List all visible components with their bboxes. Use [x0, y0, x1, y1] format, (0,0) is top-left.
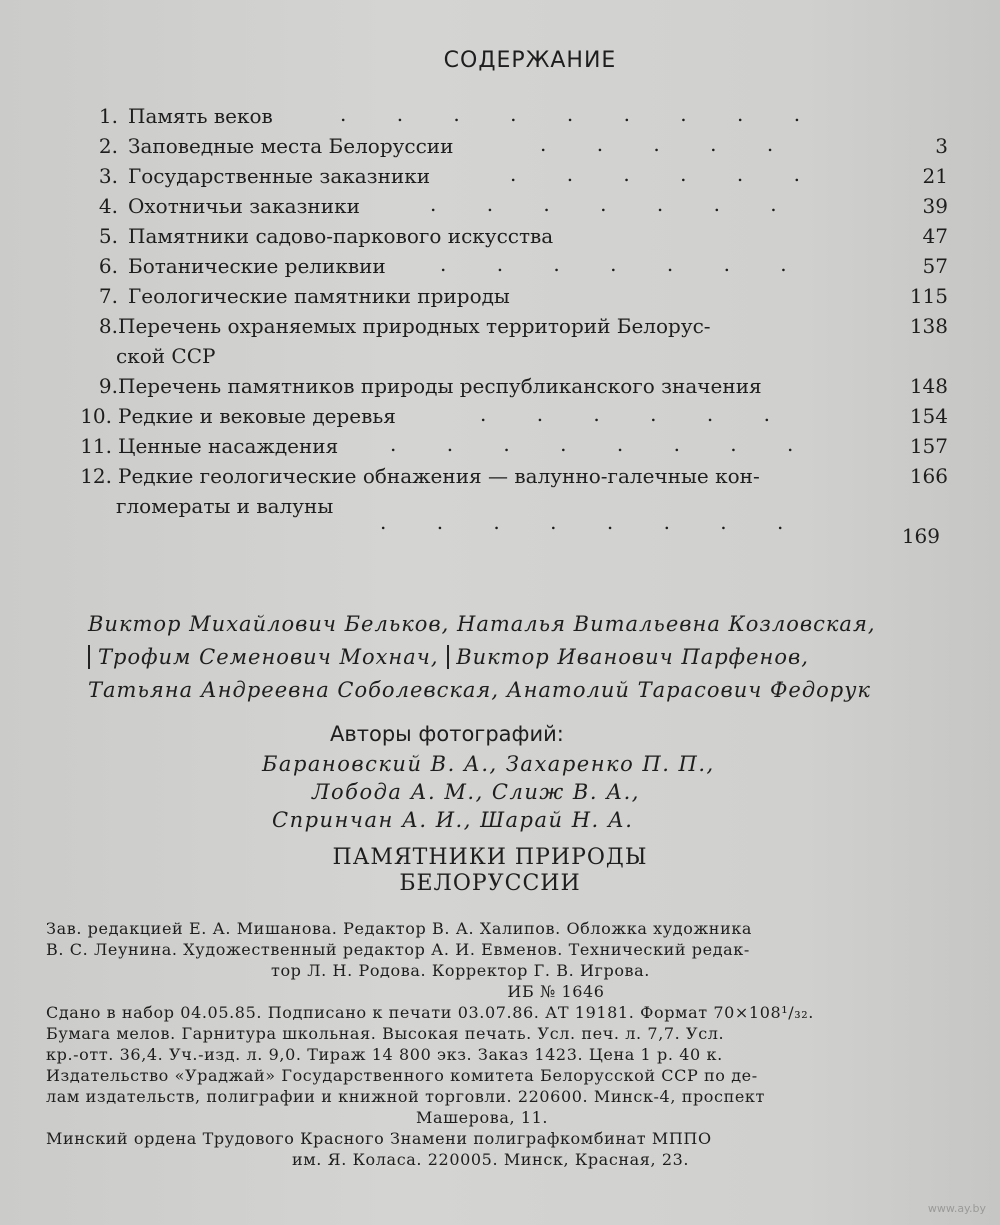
watermark: www.ay.by: [927, 1202, 986, 1215]
imprint-line: Минский ордена Трудового Красного Знамени полиграфкомбинат МППО: [46, 1129, 712, 1148]
toc-title: Ботанические реликвии: [128, 254, 386, 278]
authors-line-1: Виктор Михайлович Бельков, Наталья Витальевна Козловская,: [88, 612, 876, 636]
book-title-line-2: БЕЛОРУССИИ: [399, 871, 581, 896]
toc-page-number: 138: [909, 314, 948, 338]
toc-leader-dots: . . . . . .: [510, 162, 822, 186]
toc-number: 2.: [98, 134, 118, 158]
toc-number: 4.: [98, 194, 118, 218]
imprint-line: Сдано в набор 04.05.85. Подписано к печати 03.07.86. АТ 19181. Формат 70×108¹/₃₂.: [46, 1003, 814, 1022]
toc-page-number: 169: [901, 524, 940, 548]
toc-title: Память веков: [128, 104, 273, 128]
toc-row: [0, 510, 1000, 550]
toc-title: Государственные заказники: [128, 164, 431, 188]
toc-leader-dots: . . . . . .: [480, 402, 792, 426]
toc-number: 9.: [98, 374, 118, 398]
imprint-line: Машерова, 11.: [416, 1108, 549, 1127]
toc-title-continued: гломераты и валуны: [116, 494, 334, 518]
toc-number: 5.: [98, 224, 118, 248]
imprint-line: кр.-отт. 36,4. Уч.-изд. л. 9,0. Тираж 14 800 экз. Заказ 1423. Цена 1 р. 40 к.: [46, 1045, 723, 1064]
imprint-line: Зав. редакцией Е. А. Мишанова. Редактор В. А. Халипов. Обложка художника: [46, 919, 753, 938]
toc-title: Перечень охраняемых природных территорий Белорус-: [118, 314, 711, 338]
toc-title: Памятники садово-паркового искусства: [128, 224, 554, 248]
toc-title: Охотничьи заказники: [128, 194, 360, 218]
toc-page-number: 3: [935, 134, 948, 158]
toc-leader-dots: . . . . . . . .: [380, 510, 806, 534]
photo-authors-list: [250, 750, 810, 834]
toc-number: 8.: [98, 314, 118, 338]
contents-heading: СОДЕРЖАНИЕ: [443, 48, 617, 73]
toc-row: [0, 130, 1000, 160]
toc-page-number: 148: [909, 374, 948, 398]
toc-title: Геологические памятники природы: [128, 284, 510, 308]
toc-row: [0, 400, 1000, 430]
toc-leader-dots: . . . . . . .: [430, 192, 799, 216]
toc-number: 3.: [98, 164, 118, 188]
toc-row: [0, 190, 1000, 220]
toc-page-number: 115: [909, 284, 948, 308]
authors-line-3: Татьяна Андреевна Соболевская, Анатолий Тарасович Федорук: [88, 678, 871, 702]
toc-page-number: 166: [909, 464, 948, 488]
toc-leader-dots: . . . . . . . .: [390, 432, 816, 456]
imprint-line: им. Я. Коласа. 220005. Минск, Красная, 23.: [292, 1150, 690, 1169]
toc-page-number: 21: [922, 164, 948, 188]
boxed-author-name: Трофим Семенович Мохнач,: [88, 645, 449, 669]
toc-number: 6.: [98, 254, 118, 278]
toc-title: Ценные насаждения: [118, 434, 339, 458]
toc-number: 1.: [98, 104, 118, 128]
photo-authors-line: Лобода А. М., Слиж В. А.,: [312, 780, 640, 804]
imprint-line: Бумага мелов. Гарнитура школьная. Высокая печать. Усл. печ. л. 7,7. Усл.: [46, 1024, 725, 1043]
authors-line-2-rest: Виктор Иванович Парфенов,: [456, 645, 809, 669]
photo-authors-heading: Авторы фотографий:: [330, 722, 564, 746]
toc-leader-dots: . . . . . . .: [440, 252, 809, 276]
toc-leader-dots: . . . . . . . . .: [340, 102, 823, 126]
toc-page-number: 47: [922, 224, 948, 248]
toc-number: 12.: [80, 464, 112, 488]
authors-block: [88, 608, 968, 707]
toc-title: Перечень памятников природы республиканского значения: [118, 374, 762, 398]
toc-leader-dots: . . . . .: [540, 132, 796, 156]
book-title: [0, 845, 980, 897]
imprint-line: лам издательств, полиграфии и книжной торговли. 220600. Минск-4, проспект: [46, 1087, 765, 1106]
table-of-contents: [0, 100, 1000, 550]
imprint-line: Издательство «Ураджай» Государственного комитета Белорусской ССР по де-: [46, 1066, 758, 1085]
photo-authors-line: Спринчан А. И., Шарай Н. А.: [272, 808, 634, 832]
toc-row: [0, 310, 1000, 370]
toc-number: 11.: [80, 434, 112, 458]
authors-line-2: [88, 641, 968, 674]
imprint-line: тор Л. Н. Родова. Корректор Г. В. Игрова.: [271, 961, 650, 980]
toc-row: [0, 370, 1000, 400]
imprint-block: [46, 918, 946, 1170]
toc-row: [0, 220, 1000, 250]
imprint-line: В. С. Леунина. Художественный редактор А. И. Евменов. Технический редак-: [46, 940, 750, 959]
toc-page-number: 154: [909, 404, 948, 428]
photo-authors-line: Барановский В. А., Захаренко П. П.,: [262, 752, 715, 776]
toc-number: 7.: [98, 284, 118, 308]
toc-title-continued: ской ССР: [116, 344, 216, 368]
toc-row: [0, 250, 1000, 280]
toc-row: [0, 100, 1000, 130]
toc-title: Редкие и вековые деревья: [118, 404, 396, 428]
toc-row: [0, 430, 1000, 460]
book-title-line-1: ПАМЯТНИКИ ПРИРОДЫ: [332, 845, 648, 870]
toc-title: Редкие геологические обнажения — валунно-галечные кон-: [118, 464, 760, 488]
toc-page-number: 157: [909, 434, 948, 458]
toc-row: [0, 160, 1000, 190]
toc-row: [0, 280, 1000, 310]
toc-title: Заповедные места Белоруссии: [128, 134, 454, 158]
toc-number: 10.: [80, 404, 112, 428]
imprint-isbn-line: ИБ № 1646: [507, 982, 605, 1001]
toc-page-number: 39: [922, 194, 948, 218]
toc-page-number: 57: [922, 254, 948, 278]
